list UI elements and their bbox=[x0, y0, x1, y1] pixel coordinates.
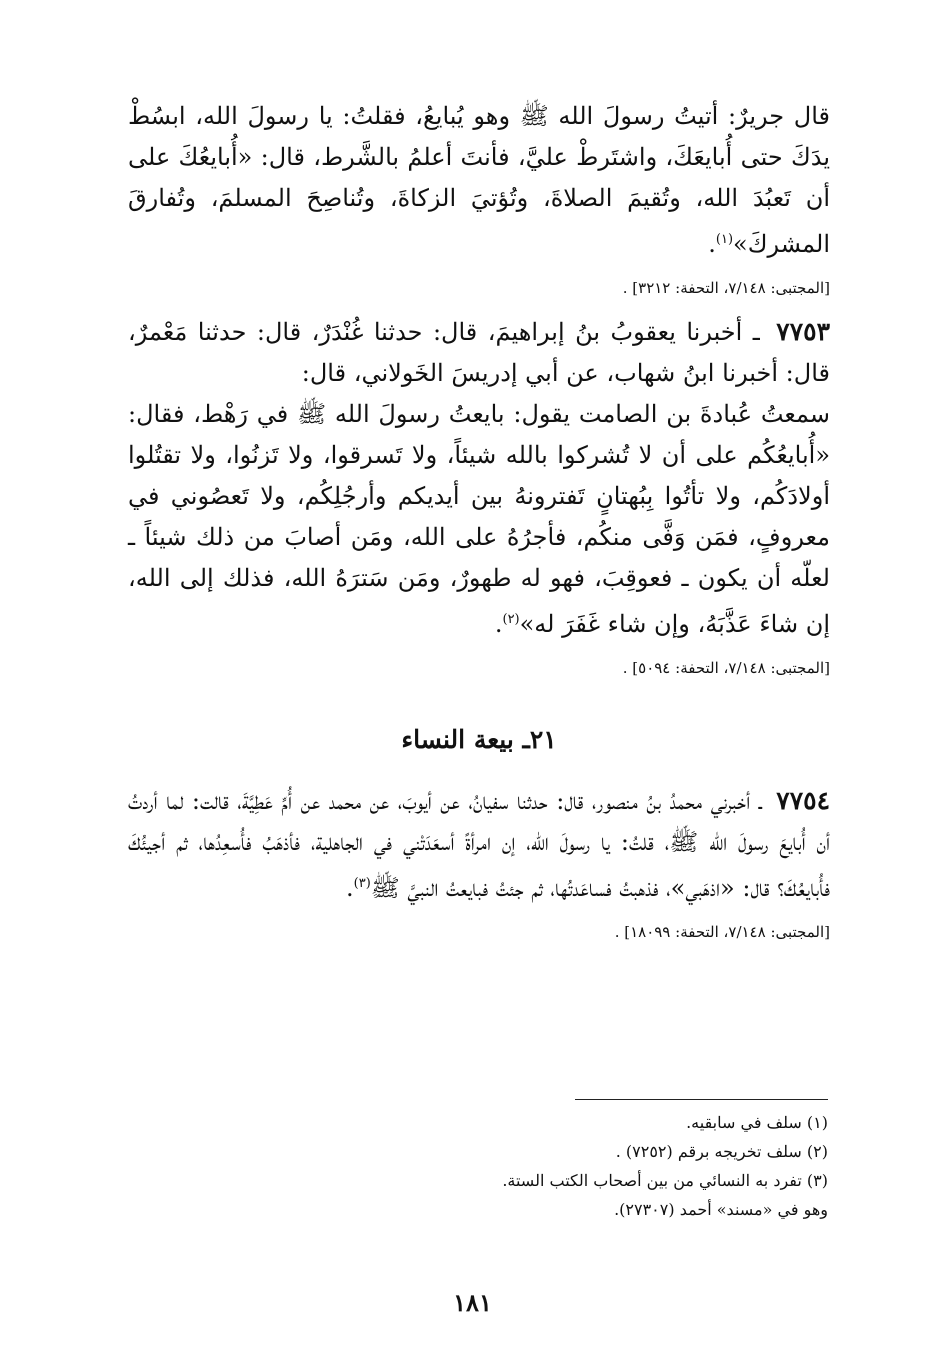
hadith-text: سمعتُ عُبادةَ بن الصامت يقول: بايعتُ رسولَ الله ﷺ في رَهْط، فقال: «أُبايعُكُم على أن لا تُشركوا بالله شيئاً، ولا تَسرقوا، ولا تَزنُوا، ولا تقتُلوا أولادَكُم، ولا تأتُوا بِبُهتانٍ تَفترونهُ بين أيديكم وأرجُلِكُم، ولا تَعصُوني في معروفٍ، فمَن وَفَّى منكُم، فأجرُهُ على الله، ومَن أصابَ من ذلك شيئاً ـ لعلّه أن يكون ـ فعوقِبَ، فهو له طهورٌ، ومَن سَترَهُ الله، فذلك إلى الله، إن شاءَ عَذَّبَهُ، وإن شاء غَفَرَ له» bbox=[128, 400, 830, 638]
footnote-marker: (٣) bbox=[353, 876, 371, 891]
isnad-text: ـ أخبرنا يعقوبُ بنُ إبراهيمَ، قال: حدثنا غُنْدَرٌ، قال: حدثنا مَعْمرٌ، قال: أخبرنا ابنُ شهاب، عن أبي إدريسَ الخَولاني، قال: bbox=[128, 318, 830, 387]
footnote: وهو في «مسند» أحمد (٢٧٣٠٧). bbox=[614, 1200, 828, 1219]
footnote-marker: (٢) bbox=[502, 612, 520, 627]
hadith-number: ٧٧٥٣ bbox=[776, 317, 830, 346]
reference-line: [المجتبى: ٧/١٤٨، التحفة: ٣٢١٢] . bbox=[622, 279, 830, 297]
hadith-number: ٧٧٥٤ bbox=[776, 786, 830, 815]
reference-line: [المجتبى: ٧/١٤٨، التحفة: ١٨٠٩٩] . bbox=[614, 923, 830, 941]
hadith-7753-text: سمعتُ عُبادةَ بن الصامت يقول: بايعتُ رسولَ الله ﷺ في رَهْط، فقال: «أُبايعُكُم على أن لا تُشركوا بالله شيئاً، ولا تَسرقوا، ولا تَزنُوا، ولا تقتُلوا أولادَكُم، ولا تأتُوا بِبُهتانٍ تَفترونهُ بين أيديكم وأرجُلِكُم، ولا تَعصُوني في معروفٍ، فمَن وَفَّى منكُم، فأجرُهُ على الله، ومَن أصابَ من ذلك شيئاً ـ لعلّه أن يكون ـ فعوقِبَ، فهو له طهورٌ، ومَن سَترَهُ الله، فذلك إلى الله، إن شاءَ عَذَّبَهُ، وإن شاء غَفَرَ له»$^{(٢)}$. bbox=[128, 400, 830, 638]
hadith-text: قال جريرٌ: أتيتُ رسولَ الله ﷺ وهو يُبايعُ، فقلتُ: يا رسولَ الله، ابسُطْ يدَكَ حتى أُبايعَكَ، واشتَرطْ عليَّ، فأنتَ أعلمُ بالشَّرط، قال: «أُبايعُكَ على أن تَعبُدَ الله، وتُقيمَ الصلاةَ، وتُؤتيَ الزكاةَ، وتُناصِحَ المسلمَ، وتُفارقَ المشركَ» bbox=[128, 102, 831, 258]
section-heading: ٢١ـ بيعة النساء bbox=[401, 725, 557, 754]
reference-line: [المجتبى: ٧/١٤٨، التحفة: ٥٠٩٤] . bbox=[622, 659, 830, 677]
page-number: ١٨١ bbox=[453, 1288, 492, 1317]
page-body bbox=[128, 96, 830, 955]
footnote: (٣) تفرد به النسائي من بين أصحاب الكتب الستة. bbox=[502, 1171, 828, 1190]
hadith-7754: ٧٧٥٤ ـ أخبرني محمدُ بنُ منصور، قال: حدثنا سفيانُ، عن أيوبَ، عن محمد عن أُمِّ عَطِيَّةَ، قالت: لما أردتُ أن أُبايعَ رسولَ الله ﷺ، قلتُ: يا رسولَ الله، إن امرأةً أسعَدَتْني في الجاهلية، فأذهَبُ فأُسعِدُها، ثم أجيئُكَ فأُبايعُكَ؟ قال: «اذهَبي»، فذهبتُ فساعَدتُها، ثم جئتُ فبايعتُ النبيَّ ﷺ$^{(٣)}$. bbox=[128, 786, 830, 902]
footnote: (١) سلف في سابقيه. bbox=[686, 1113, 828, 1132]
footnotes bbox=[430, 1108, 828, 1224]
footnote-divider bbox=[575, 1099, 828, 1100]
hadith-text: ـ أخبرني محمدُ بنُ منصور، قال: حدثنا سفيانُ، عن أيوبَ، عن محمد عن أُمِّ عَطِيَّةَ، قالت: لما أردتُ أن أُبايعَ رسولَ الله ﷺ، قلتُ: يا رسولَ الله، إن امرأةً أسعَدَتْني في الجاهلية، فأذهَبُ فأُسعِدُها، ثم أجيئُكَ فأُبايعُكَ؟ قال: «اذهَبي»، فذهبتُ فساعَدتُها، ثم جئتُ فبايعتُ النبيَّ ﷺ bbox=[128, 787, 830, 902]
hadith-7753-isnad bbox=[128, 311, 830, 394]
hadith-continuation: قال جريرٌ: أتيتُ رسولَ الله ﷺ وهو يُبايعُ، فقلتُ: يا رسولَ الله، ابسُطْ يدَكَ حتى أُبايعَكَ، واشتَرطْ عليَّ، فأنتَ أعلمُ بالشَّرط، قال: «أُبايعُكَ على أن تَعبُدَ الله، وتُقيمَ الصلاةَ، وتُؤتيَ الزكاةَ، وتُناصِحَ المسلمَ، وتُفارقَ المشركَ»$^{(١)}$. bbox=[128, 102, 831, 258]
footnote: (٢) سلف تخريجه برقم (٧٢٥٢) . bbox=[615, 1142, 828, 1161]
footnote-marker: (١) bbox=[715, 232, 734, 247]
